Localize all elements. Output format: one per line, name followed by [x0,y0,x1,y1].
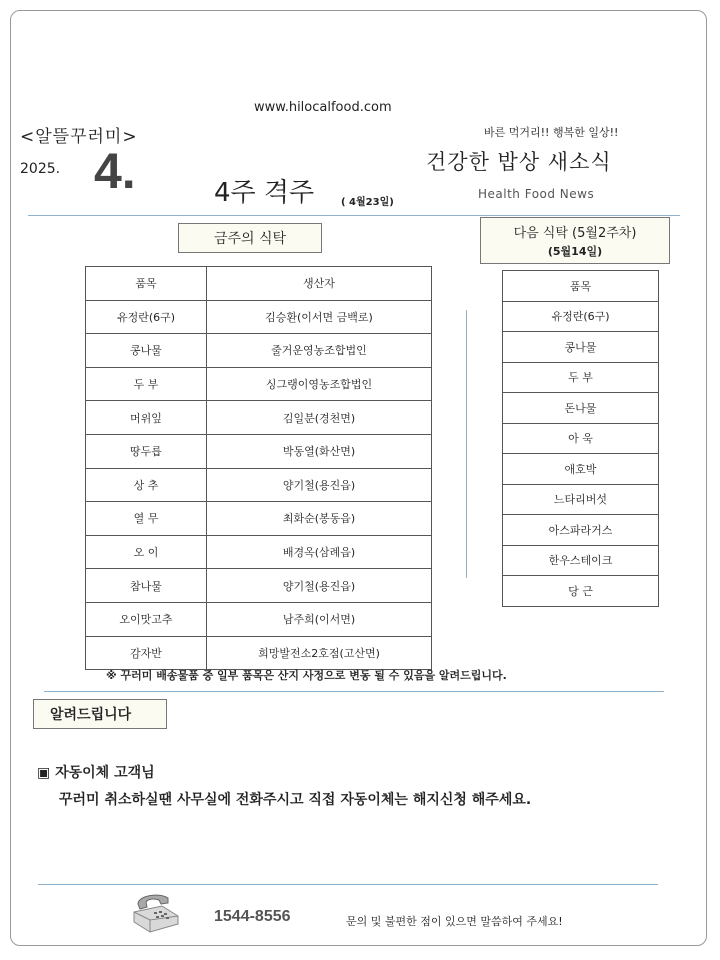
item-cell: 콩나물 [503,332,659,363]
producer-cell: 박동열(화산면) [207,434,432,468]
item-cell: 유정란(6구) [503,301,659,332]
table-row [86,502,432,536]
header-divider [28,215,680,216]
table-row [86,602,432,636]
item-cell: 아스파라거스 [503,515,659,546]
item-cell: 돈나물 [503,393,659,424]
producer-cell: 김승환(이서면 금백로) [207,300,432,334]
table-row [503,515,659,546]
item-cell: 열 무 [86,502,207,536]
table-row [503,484,659,515]
issue-month: 4. [94,143,136,199]
item-cell: 유정란(6구) [86,300,207,334]
item-cell: 두 부 [86,367,207,401]
item-cell: 감자반 [86,636,207,670]
producer-cell: 최화순(봉동읍) [207,502,432,536]
item-cell: 두 부 [503,362,659,393]
next-week-label: 다음 식탁 (5월2주차) [513,226,637,241]
issue-week: 4주 격주 [214,178,315,208]
producer-cell: 양기철(용진읍) [207,468,432,502]
this-week-label: 금주의 식탁 [178,223,322,253]
announcement-body: 꾸러미 취소하실땐 사무실에 전화주시고 직접 자동이체는 해지신청 해주세요. [59,792,532,808]
next-week-label-box [480,217,670,264]
producer-cell: 싱그랭이영농조합법인 [207,367,432,401]
column-header: 품목 [503,271,659,302]
table-row [503,545,659,576]
table-row [86,300,432,334]
producer-cell: 배경옥(삼례읍) [207,535,432,569]
table-row [86,636,432,670]
item-cell: 참나물 [86,569,207,603]
item-cell: 애호박 [503,454,659,485]
telephone-icon [128,886,184,938]
table-row [503,454,659,485]
table-row [86,401,432,435]
notice-divider [44,691,664,692]
producer-cell: 줄거운영농조합법인 [207,334,432,368]
table-row [503,423,659,454]
phone-number[interactable]: 1544-8556 [214,908,291,925]
item-cell: 오이맛고추 [86,602,207,636]
issue-year: 2025. [20,161,61,177]
table-row [503,576,659,607]
table-row [86,367,432,401]
table-header-row [86,267,432,301]
this-week-table [85,266,432,670]
newsletter-subtitle: Health Food News [478,187,595,201]
tagline: 바른 먹거리!! 행복한 일상!! [484,126,619,139]
producer-cell: 희망발전소2호점(고산면) [207,636,432,670]
item-cell: 아 욱 [503,423,659,454]
announcement-heading: ▣ 자동이체 고객님 [37,765,155,781]
table-row [86,569,432,603]
column-header: 품목 [86,267,207,301]
table-row [86,535,432,569]
item-cell: 땅두릅 [86,434,207,468]
item-cell: 오 이 [86,535,207,569]
table-row [86,434,432,468]
item-cell: 머위잎 [86,401,207,435]
contact-message: 문의 및 불편한 점이 있으면 말씀하여 주세요! [346,915,563,928]
footer-divider [38,884,658,885]
table-row [86,468,432,502]
brand-name: <알뜰꾸러미> [20,127,138,147]
next-week-table [502,270,659,607]
newsletter-title: 건강한 밥상 새소식 [426,150,612,174]
table-row [503,332,659,363]
next-week-date: (5월14일) [547,245,603,258]
announcement-label: 알려드립니다 [33,699,167,729]
table-row [86,334,432,368]
item-cell: 당 근 [503,576,659,607]
producer-cell: 양기철(용진읍) [207,569,432,603]
table-header-row [503,271,659,302]
table-row [503,362,659,393]
producer-cell: 남주희(이서면) [207,602,432,636]
column-header: 생산자 [207,267,432,301]
table-row [503,301,659,332]
producer-cell: 김일분(경천면) [207,401,432,435]
delivery-notice: ※ 꾸러미 배송물품 중 일부 품목은 산지 사정으로 변동 될 수 있음을 알려드립니다. [106,669,507,682]
item-cell: 한우스테이크 [503,545,659,576]
issue-date: ( 4월23일) [341,197,394,208]
website-url[interactable]: www.hilocalfood.com [254,100,392,115]
item-cell: 콩나물 [86,334,207,368]
table-row [503,393,659,424]
column-divider [466,310,467,578]
item-cell: 상 추 [86,468,207,502]
item-cell: 느타리버섯 [503,484,659,515]
